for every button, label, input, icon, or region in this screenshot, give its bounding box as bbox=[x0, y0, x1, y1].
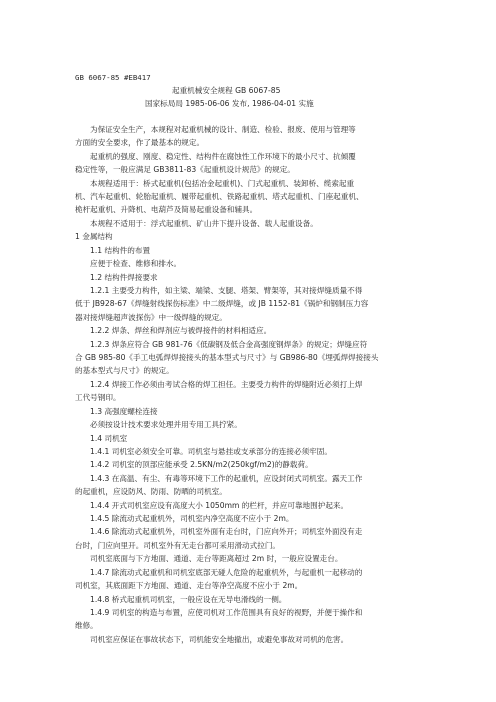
body-line: 1.4.6 除流动式起重机外，司机室外面有走台时，门应向外开；司机室外面没有走 bbox=[90, 527, 363, 536]
body-line: 稳定性等，一般应满足 GB3811-83《起重机设计规范》的规定。 bbox=[75, 165, 295, 174]
document-title: 起重机械安全规程 GB 6067-85 bbox=[172, 86, 281, 95]
body-line: 1.4.4 开式司机室应设有高度大小 1050mm 的栏杆，并应可靠地围护起来。 bbox=[90, 501, 349, 510]
body-line: 为保证安全生产，本规程对起重机械的设计、制造、检验、报废、使用与管理等 bbox=[90, 125, 356, 134]
body-line: 1.2.3 焊条应符合 GB 981-76《低碳钢及低合金高强度钢焊条》的规定；焊缝应符 bbox=[90, 340, 368, 349]
body-line: 的基本型式与尺寸》的规定。 bbox=[75, 366, 174, 375]
standard-code: GB 6067-85 #EB417 bbox=[75, 73, 151, 82]
body-line: 1.2.1 主要受力构件，如主梁、端梁、支腿、塔架、臂架等，其对接焊缝质量不得 bbox=[90, 286, 363, 295]
body-line: 应便于检查、维修和排水。 bbox=[90, 259, 182, 268]
body-line: 维修。 bbox=[75, 621, 98, 630]
body-line: 机、汽车起重机、轮胎起重机、履带起重机、铁路起重机、塔式起重机、门座起重机、 bbox=[75, 192, 364, 201]
body-line: 1.4.7 除流动式起重机和司机室底部无碰人危险的起重机外，与起重机一起移动的 bbox=[90, 568, 363, 577]
subsection-heading: 1.3 高强度螺栓连接 bbox=[90, 407, 158, 416]
body-line: 工代号钢印。 bbox=[75, 393, 121, 402]
body-line: 1.2.4 焊接工作必须由考试合格的焊工担任。主要受力构件的焊缝附近必须打上焊 bbox=[90, 380, 363, 389]
body-line: 司机室，其底面距下方地面、通道、走台等净空高度不应小于 2m。 bbox=[75, 581, 303, 590]
body-line: 必须按设计技术要求处理并用专用工具拧紧。 bbox=[90, 420, 242, 429]
body-line: 1.4.8 桥式起重机司机室，一般应设在无导电滑线的一侧。 bbox=[90, 595, 287, 604]
body-line: 1.4.1 司机室必须安全可靠。司机室与悬挂或支承部分的连接必须牢固。 bbox=[90, 447, 332, 456]
body-line: 低于 JB928-67《焊缝射线探伤标准》中二级焊缝，或 JB 1152-81《锅炉和钢制压力容 bbox=[75, 299, 369, 308]
body-line: 台时，门应向里开。司机室外有无走台都可采用滑动式拉门。 bbox=[75, 541, 281, 550]
body-line: 1.4.5 除流动式起重机外，司机室内净空高度不应小于 2m。 bbox=[90, 514, 294, 523]
subsection-heading: 1.2 结构件焊接要求 bbox=[90, 273, 158, 282]
subsection-heading: 1.4 司机室 bbox=[90, 434, 128, 443]
body-line: 方面的安全要求，作了最基本的规定。 bbox=[75, 138, 205, 147]
body-line: 1.2.2 焊条、焊丝和焊剂应与被焊接件的材料相适应。 bbox=[90, 326, 272, 335]
body-line: 本规程适用于：桥式起重机(包括冶金起重机)、门式起重机、装卸桥、缆索起重 bbox=[90, 179, 355, 188]
body-line: 1.4.3 在高温、有尘、有毒等环境下工作的起重机，应设封闭式司机室。露天工作 bbox=[90, 474, 363, 483]
body-line: 桅杆起重机、升降机、电葫芦及简易起重设备和辅具。 bbox=[75, 205, 258, 214]
body-line: 的起重机，应设防风、防雨、防晒的司机室。 bbox=[75, 487, 227, 496]
body-line: 1.4.2 司机室的顶部应能承受 2.5KN/m2(250kgf/m2)的静载荷。 bbox=[90, 460, 313, 469]
body-line: 合 GB 985-80《手工电弧焊焊接接头的基本型式与尺寸》与 GB986-80《埋弧焊焊接接头 bbox=[75, 353, 379, 362]
body-line: 司机室底面与下方地面、通道、走台等距离超过 2m 时，一般应设置走台。 bbox=[90, 554, 343, 563]
body-line: 起重机的强度、刚度、稳定性、结构件在腐蚀性工作环境下的最小尺寸、抗倾覆 bbox=[90, 152, 356, 161]
body-line: 司机室应保证在事故状态下，司机能安全地撤出，或避免事故对司机的危害。 bbox=[90, 635, 349, 644]
subsection-heading: 1.1 结构件的布置 bbox=[90, 246, 151, 255]
issue-info: 国家标局局 1985-06-06 发布, 1986-04-01 实施 bbox=[145, 99, 314, 108]
body-line: 1.4.9 司机室的构造与布置，应使司机对工作范围具有良好的视野，并便于操作和 bbox=[90, 608, 363, 617]
body-line: 本规程不适用于：浮式起重机、矿山井下提升设备、载人起重设备。 bbox=[90, 219, 318, 228]
body-line: 器对接焊缝超声波探伤》中一级焊缝的规定。 bbox=[75, 313, 227, 322]
section-heading: 1 金属结构 bbox=[75, 232, 113, 241]
